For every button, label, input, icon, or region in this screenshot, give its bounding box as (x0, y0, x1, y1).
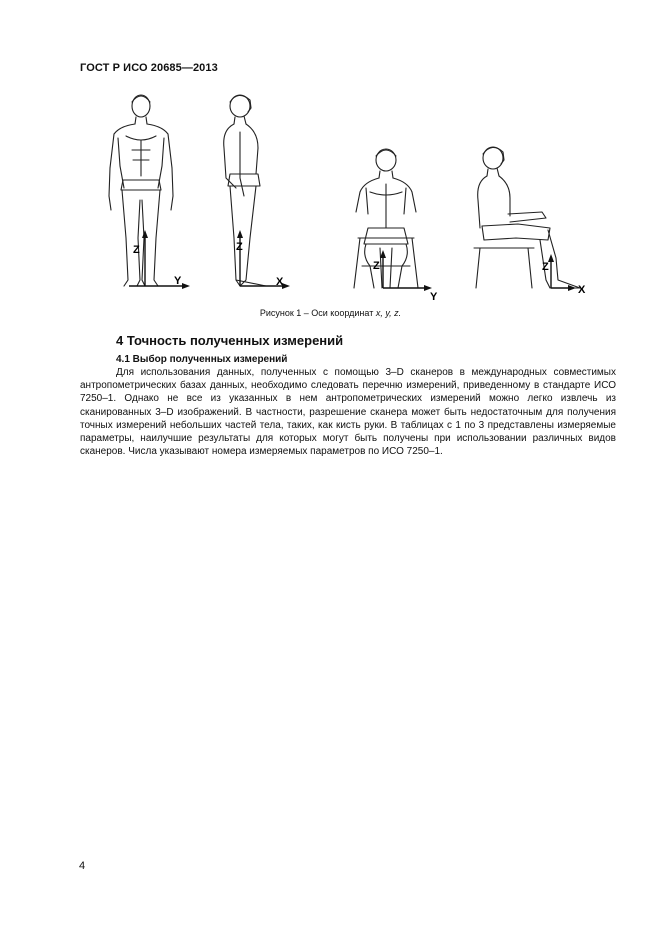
axes-fig4 (542, 254, 586, 296)
standing-front-figure (109, 95, 173, 286)
paragraph: Для использования данных, полученных с помощью 3–D сканеров в международных совместимых антропометрических базах данных, необходимо следовать перечню измерений, приведенному в стандарте ИСО 7250–1. Однако не все из указанных в нем антропометрических измерений можно легко извлечь из сканированных 3–D изображений. В частности, разрешение сканера может быть недостаточным для получения точных измерений небольших частей тела, таких, как кисть руки. В таблицах с 1 по 3 представлены измеряемые параметры, наилучшие результаты для которых могут быть получены при использовании различных видов сканеров. Числа указывают номера измеряемых параметров по ИСО 7250–1. (80, 367, 616, 458)
axis-z-label-fig4: Z (542, 261, 549, 273)
section-heading: 4 Точность полученных измерений (116, 333, 344, 348)
axes-fig3 (373, 250, 438, 300)
axis-y-label-fig3: Y (430, 291, 438, 300)
body-text (80, 366, 616, 458)
seated-front-figure (354, 149, 418, 288)
caption-variables: x, y, z. (375, 308, 402, 318)
axes-fig2 (236, 230, 290, 289)
figure-coordinate-axes (90, 88, 600, 300)
axis-x-label-fig4: X (578, 284, 586, 296)
axis-x-label-fig2: X (276, 276, 284, 288)
axis-y-label-fig1: Y (174, 275, 182, 287)
standing-side-figure (224, 95, 266, 286)
subsection-heading: 4.1 Выбор полученных измерений (116, 354, 288, 365)
axis-z-label-fig2: Z (236, 241, 243, 253)
figure-caption (0, 308, 661, 318)
seated-side-figure (474, 147, 580, 288)
caption-prefix: Рисунок 1 – Оси координат (259, 308, 376, 318)
document-header: ГОСТ Р ИСО 20685—2013 (80, 62, 218, 74)
page-number: 4 (79, 860, 86, 872)
axis-z-label-fig1: Z (133, 244, 140, 256)
axis-z-label-fig3: Z (373, 260, 380, 272)
